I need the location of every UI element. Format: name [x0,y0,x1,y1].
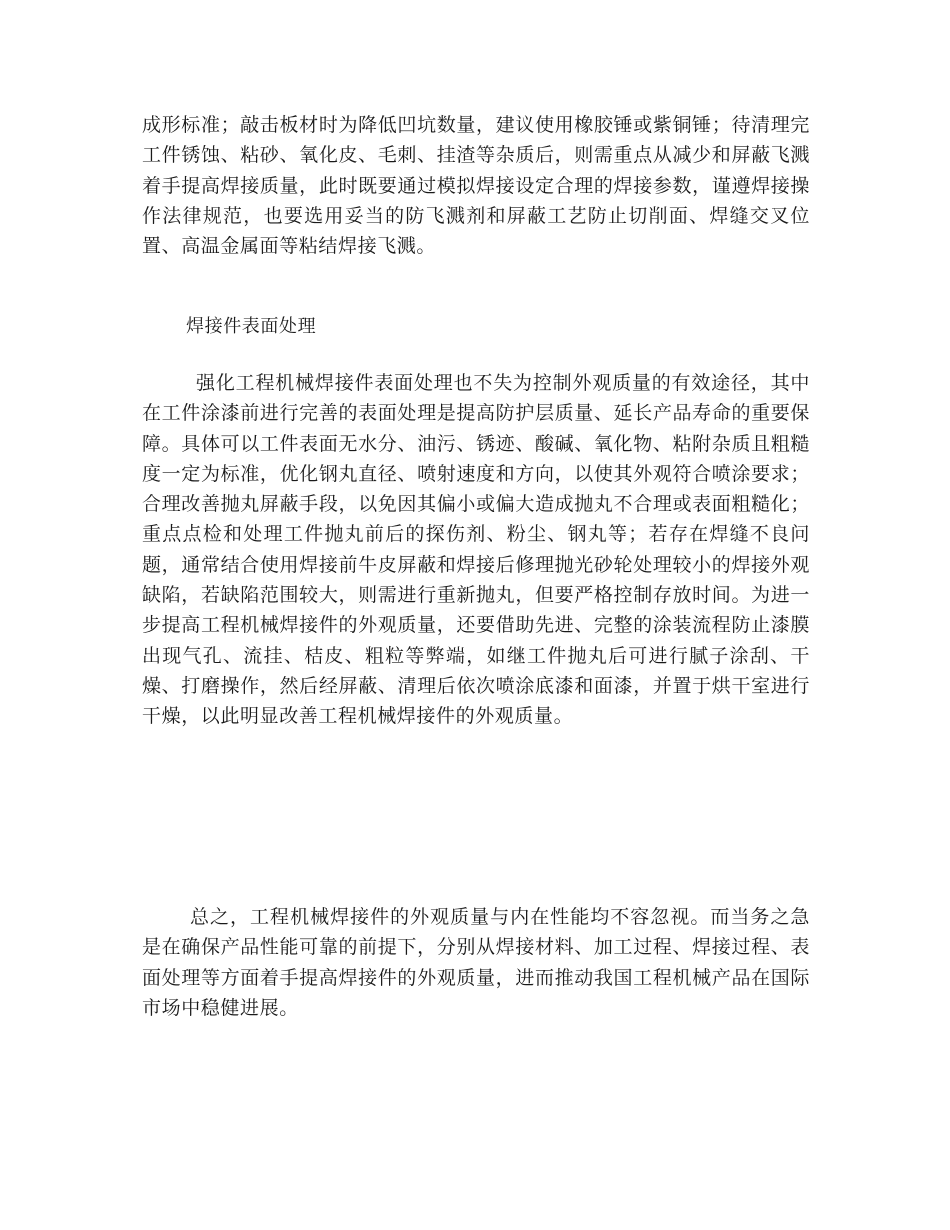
paragraph-surface-treatment: 强化工程机械焊接件表面处理也不失为控制外观质量的有效途径，其中在工件涂漆前进行完善的表面处理是提高防护层质量、延长产品寿命的重要保障。具体可以工件表面无水分、油污、锈迹、酸碱、氧化物、粘附杂质且粗糙度一定为标准，优化钢丸直径、喷射速度和方向，以使其外观符合喷涂要求；合理改善抛丸屏蔽手段，以免因其偏小或偏大造成抛丸不合理或表面粗糙化；重点点检和处理工件抛丸前后的探伤剂、粉尘、钢丸等；若存在焊缝不良问题，通常结合使用焊接前牛皮屏蔽和焊接后修理抛光砂轮处理较小的焊接外观缺陷，若缺陷范围较大，则需进行重新抛丸，但要严格控制存放时间。为进一步提高工程机械焊接件的外观质量，还要借助先进、完整的涂装流程防止漆膜出现气孔、流挂、桔皮、粗粒等弊端，如继工件抛丸后可进行腻子涂刮、干燥、打磨操作，然后经屏蔽、清理后依次喷涂底漆和面漆，并置于烘干室进行干燥，以此明显改善工程机械焊接件的外观质量。 [142,372,810,728]
paragraph-welding-spatter: 成形标准；敲击板材时为降低凹坑数量，建议使用橡胶锤或紫铜锤；待清理完工件锈蚀、粘砂、氧化皮、毛刺、挂渣等杂质后，则需重点从减少和屏蔽飞溅着手提高焊接质量，此时既要通过模拟焊接设定合理的焊接参数，谨遵焊接操作法律规范，也要选用妥当的防飞溅剂和屏蔽工艺防止切削面、焊缝交叉位置、高温金属面等粘结焊接飞溅。 [142,114,810,258]
paragraph-conclusion: 总之，工程机械焊接件的外观质量与内在性能均不容忽视。而当务之急是在确保产品性能可靠的前提下，分别从焊接材料、加工过程、焊接过程、表面处理等方面着手提高焊接件的外观质量，进而推动我国工程机械产品在国际市场中稳健进展。 [142,906,810,1019]
section-heading-surface-treatment: 焊接件表面处理 [186,316,317,337]
